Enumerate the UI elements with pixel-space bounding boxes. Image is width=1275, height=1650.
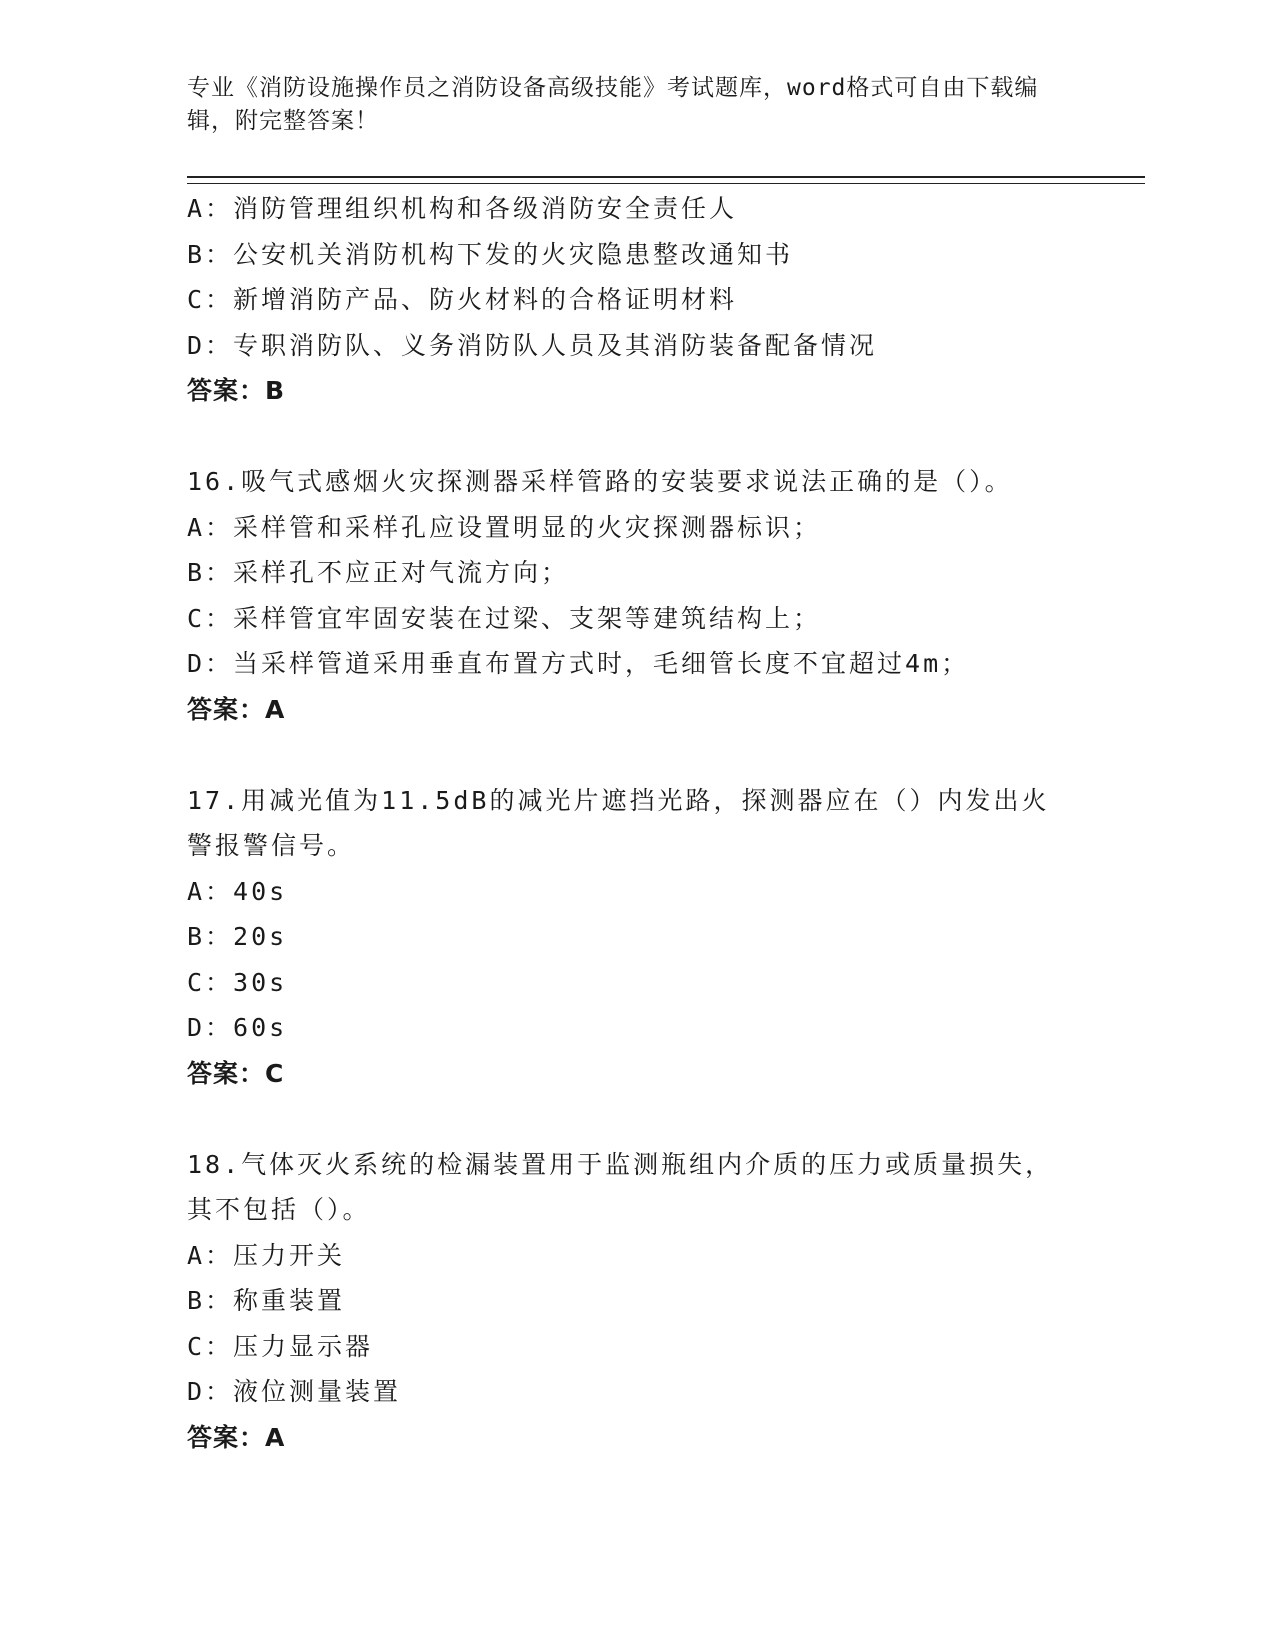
question-18 bbox=[187, 1142, 1145, 1461]
option-c: C：压力显示器 bbox=[187, 1331, 374, 1361]
question-stem: 18.气体灭火系统的检漏装置用于监测瓶组内介质的压力或质量损失，其不包括（）。 bbox=[187, 1149, 1054, 1224]
document-header: 专业《消防设施操作员之消防设备高级技能》考试题库，word格式可自由下载编辑，附完整答案！ bbox=[187, 75, 1039, 134]
option-d: D：60s bbox=[187, 1013, 288, 1042]
option-b: B：20s bbox=[187, 922, 288, 951]
option-d: D：液位测量装置 bbox=[187, 1377, 402, 1406]
answer-line: 答案：C bbox=[187, 1058, 285, 1088]
option-c: C：30s bbox=[187, 967, 288, 997]
option-a: A：40s bbox=[187, 876, 288, 906]
header-divider bbox=[187, 176, 1145, 184]
question-stem: 16.吸气式感烟火灾探测器采样管路的安装要求说法正确的是（）。 bbox=[187, 467, 1013, 496]
option-c: C：新增消防产品、防火材料的合格证明材料 bbox=[187, 285, 738, 314]
question-17 bbox=[187, 778, 1145, 1097]
question-fragment bbox=[187, 186, 1145, 414]
option-a: A：压力开关 bbox=[187, 1240, 346, 1270]
option-b: B：采样孔不应正对气流方向； bbox=[187, 558, 570, 587]
option-c: C：采样管宜牢固安装在过梁、支架等建筑结构上； bbox=[187, 603, 822, 633]
answer-line: 答案：A bbox=[187, 1422, 286, 1452]
option-a: A：消防管理组织机构和各级消防安全责任人 bbox=[187, 194, 738, 223]
spacer bbox=[187, 414, 1145, 460]
question-list bbox=[187, 186, 1145, 1460]
option-b: B：称重装置 bbox=[187, 1286, 346, 1315]
option-d: D：专职消防队、义务消防队人员及其消防装备配备情况 bbox=[187, 330, 878, 360]
question-16 bbox=[187, 459, 1145, 732]
spacer bbox=[187, 732, 1145, 778]
question-stem: 17.用减光值为11.5dB的减光片遮挡光路，探测器应在（）内发出火警报警信号。 bbox=[187, 785, 1050, 860]
spacer bbox=[187, 1096, 1145, 1142]
answer-line: 答案：B bbox=[187, 376, 286, 405]
option-d: D：当采样管道采用垂直布置方式时，毛细管长度不宜超过4m； bbox=[187, 649, 970, 678]
option-a: A：采样管和采样孔应设置明显的火灾探测器标识； bbox=[187, 512, 822, 542]
option-b: B：公安机关消防机构下发的火灾隐患整改通知书 bbox=[187, 239, 794, 269]
answer-line: 答案：A bbox=[187, 694, 286, 724]
